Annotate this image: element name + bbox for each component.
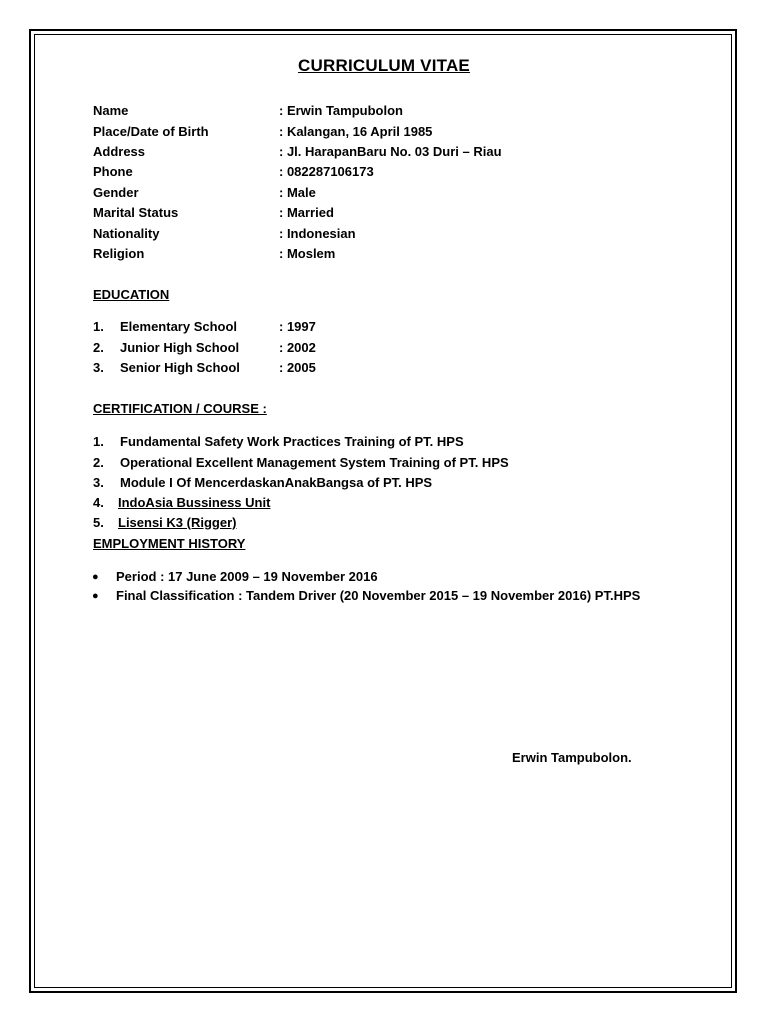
field-label: Religion (93, 246, 145, 261)
field-label: Phone (93, 164, 133, 179)
school-year: : 2005 (279, 360, 316, 375)
field-value: : Married (279, 205, 334, 220)
school-name: Elementary School (120, 319, 238, 334)
field-label: Gender (93, 185, 139, 200)
certification-text: IndoAsia Bussiness Unit (118, 495, 271, 510)
field-value: : Indonesian (279, 226, 356, 241)
employment-text: Period : 17 June 2009 – 19 November 2016 (116, 569, 378, 584)
field-value: : Jl. HarapanBaru No. 03 Duri – Riau (279, 144, 502, 159)
field-value: : 082287106173 (279, 164, 374, 179)
list-number: 5. (93, 515, 104, 530)
certification-text: Module I Of MencerdaskanAnakBangsa of PT. HPS (120, 475, 433, 490)
list-number: 2. (93, 455, 104, 470)
school-year: : 1997 (279, 319, 316, 334)
signature-name: Erwin Tampubolon. (512, 750, 632, 765)
list-number: 4. (93, 495, 104, 510)
list-number: 3. (93, 360, 104, 375)
page-border-inner (34, 34, 732, 988)
list-number: 1. (93, 434, 104, 449)
employment-text: Final Classification : Tandem Driver (20 November 2015 – 19 November 2016) PT.HPS (116, 588, 641, 603)
field-value: : Moslem (279, 246, 336, 261)
field-label: Address (93, 144, 146, 159)
list-number: 1. (93, 319, 104, 334)
list-number: 2. (93, 340, 104, 355)
field-value: : Erwin Tampubolon (279, 103, 403, 118)
school-name: Senior High School (120, 360, 240, 375)
employment-heading: EMPLOYMENT HISTORY (93, 536, 246, 551)
field-label: Nationality (93, 226, 160, 241)
bullet-icon: ● (92, 571, 99, 583)
field-value: : Kalangan, 16 April 1985 (279, 124, 433, 139)
education-heading: EDUCATION (93, 287, 170, 302)
school-name: Junior High School (120, 340, 240, 355)
field-label: Name (93, 103, 129, 118)
school-year: : 2002 (279, 340, 316, 355)
document-title: CURRICULUM VITAE (298, 56, 470, 75)
certification-heading: CERTIFICATION / COURSE : (93, 401, 267, 416)
bullet-icon: ● (92, 590, 99, 602)
certification-text: Fundamental Safety Work Practices Training of PT. HPS (120, 434, 464, 449)
field-value: : Male (279, 185, 316, 200)
list-number: 3. (93, 475, 104, 490)
certification-text: Lisensi K3 (Rigger) (118, 515, 237, 530)
field-label: Place/Date of Birth (93, 124, 209, 139)
certification-text: Operational Excellent Management System Training of PT. HPS (120, 455, 509, 470)
field-label: Marital Status (93, 205, 179, 220)
